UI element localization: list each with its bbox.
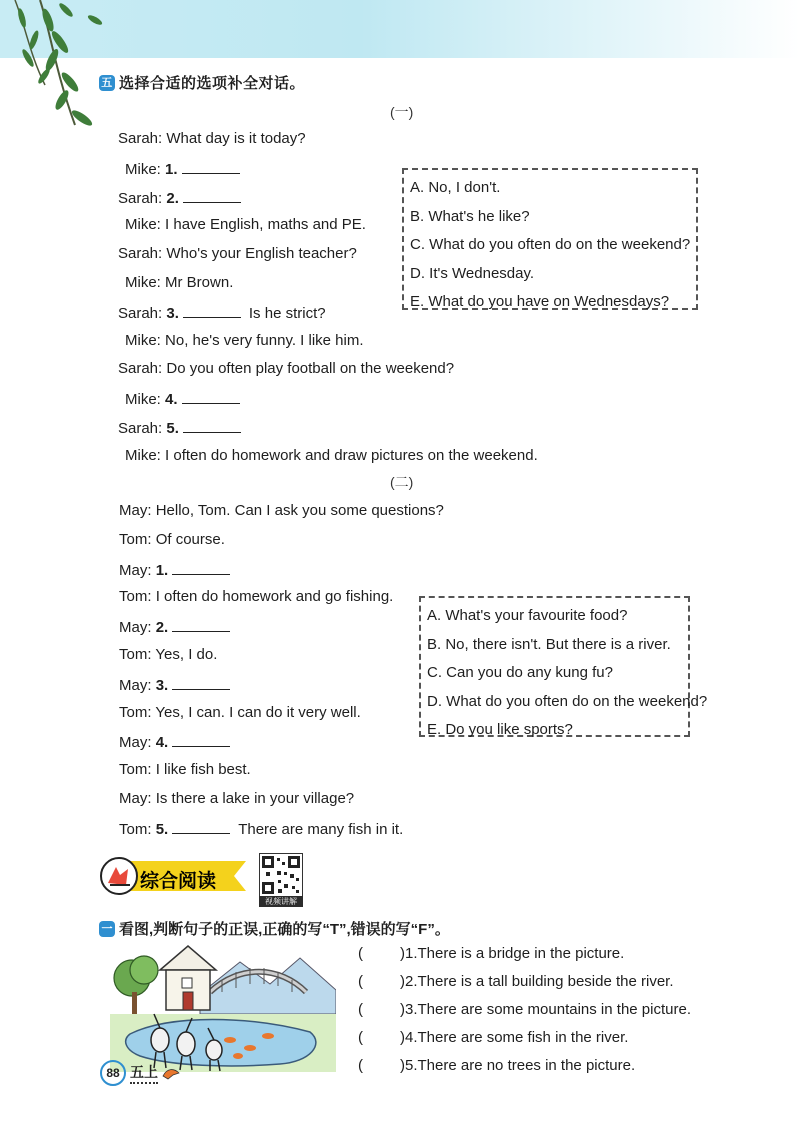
true-false-item xyxy=(358,1029,628,1046)
dialogue-line xyxy=(118,188,241,207)
dialogue-line xyxy=(118,130,306,147)
option-item: C. What do you often do on the weekend? xyxy=(410,236,691,253)
section-instruction: 选择合适的选项补全对话。 xyxy=(119,75,306,92)
options-box-part-one xyxy=(402,168,698,310)
answer-blank[interactable] xyxy=(183,188,241,203)
reading-banner-label: 综合阅读 xyxy=(140,871,217,892)
speaker-label: May: xyxy=(119,619,152,637)
question-number: 2. xyxy=(155,619,169,637)
question-number: 4. xyxy=(165,391,178,409)
true-false-item xyxy=(358,1001,691,1018)
speaker-label: May: xyxy=(119,561,152,579)
options-box-part-two xyxy=(419,596,708,738)
answer-paren-open[interactable]: ( xyxy=(358,973,363,990)
answer-paren-close-number: )1. xyxy=(400,945,418,962)
dialogue-line xyxy=(125,389,240,408)
section-number-badge: 五 xyxy=(99,75,115,91)
dialogue-line xyxy=(119,531,225,548)
dialogue-text: I often do homework and draw pictures on the weekend. xyxy=(165,446,538,464)
answer-blank[interactable] xyxy=(172,819,230,834)
speaker-label: Sarah: xyxy=(118,304,163,322)
dialogue-line xyxy=(118,418,241,437)
dialogue-text: Yes, I can. I can do it very well. xyxy=(155,703,361,721)
dialogue-line xyxy=(119,646,217,663)
section-instruction: 看图,判断句子的正误,正确的写“T”,错误的写“F”。 xyxy=(119,921,450,938)
question-number: 5. xyxy=(155,820,169,838)
dialogue-text: What day is it today? xyxy=(166,130,306,147)
answer-paren-open[interactable]: ( xyxy=(358,1057,363,1074)
dialogue-line xyxy=(119,704,361,721)
speaker-label: Mike: xyxy=(125,391,161,409)
speaker-label: Tom: xyxy=(119,703,152,721)
dialogue-line xyxy=(119,617,230,636)
answer-blank[interactable] xyxy=(172,675,230,690)
answer-paren-close-number: )3. xyxy=(400,1001,418,1018)
answer-blank[interactable] xyxy=(182,389,240,404)
dialogue-text: Is there a lake in your village? xyxy=(155,790,355,807)
speaker-label: Mike: xyxy=(125,274,161,291)
question-number: 3. xyxy=(166,304,179,322)
dialogue-line xyxy=(125,332,364,349)
dialogue-text: Yes, I do. xyxy=(155,646,218,663)
option-item: D. What do you often do on the weekend? xyxy=(427,692,708,710)
dialogue-text: I have English, maths and PE. xyxy=(165,216,366,234)
dialogue-line xyxy=(119,761,251,778)
option-item: B. What's he like? xyxy=(410,207,530,225)
question-number: 1. xyxy=(165,160,178,178)
speaker-label: Tom: xyxy=(119,761,152,779)
dialogue-line xyxy=(119,675,230,694)
answer-paren-open[interactable]: ( xyxy=(358,1001,363,1018)
true-false-item xyxy=(358,945,624,962)
answer-blank[interactable] xyxy=(172,617,230,632)
dialogue-text: Who's your English teacher? xyxy=(166,245,357,263)
speaker-label: May: xyxy=(119,676,152,694)
option-item: B. No, there isn't. But there is a river. xyxy=(427,635,671,653)
dialogue-text: I like fish best. xyxy=(155,761,251,779)
section-one-heading xyxy=(99,918,450,939)
bird-icon xyxy=(162,1066,180,1080)
question-number: 2. xyxy=(166,189,179,207)
option-item: E. Do you like sports? xyxy=(427,721,573,738)
speaker-label: Sarah: xyxy=(118,360,163,378)
dialogue-text: Is he strict? xyxy=(248,304,326,322)
speaker-label: Sarah: xyxy=(118,245,163,263)
speaker-label: Tom: xyxy=(119,820,152,838)
question-number: 1. xyxy=(155,561,169,579)
dialogue-text: No, he's very funny. I like him. xyxy=(165,331,364,349)
answer-paren-close-number: )4. xyxy=(400,1029,418,1046)
answer-paren-close-number: )5. xyxy=(400,1057,418,1074)
village-river-illustration xyxy=(110,944,336,1072)
question-number: 5. xyxy=(166,420,179,437)
true-false-item xyxy=(358,973,674,990)
qr-code-icon[interactable] xyxy=(259,853,303,897)
dialogue-line xyxy=(119,732,230,751)
page-footer xyxy=(100,1060,180,1086)
option-item: E. What do you have on Wednesdays? xyxy=(410,293,670,310)
dialogue-text: Of course. xyxy=(155,530,225,548)
dialogue-line xyxy=(119,502,444,519)
true-false-item xyxy=(358,1057,635,1074)
speaker-label: Sarah: xyxy=(118,130,163,147)
speaker-label: May: xyxy=(119,734,152,752)
answer-blank[interactable] xyxy=(183,418,241,433)
statement-text: There is a tall building beside the river. xyxy=(417,973,674,990)
section-five-heading xyxy=(99,72,305,93)
part-two-title: (二) xyxy=(390,474,414,490)
speaker-label: May: xyxy=(119,790,152,807)
speaker-label: Sarah: xyxy=(118,189,163,207)
question-number: 3. xyxy=(155,676,169,694)
speaker-label: Mike: xyxy=(125,331,161,349)
option-item: D. It's Wednesday. xyxy=(410,264,535,282)
dialogue-line xyxy=(125,216,366,233)
question-number: 4. xyxy=(155,734,169,752)
dialogue-line xyxy=(118,360,454,377)
answer-blank[interactable] xyxy=(172,560,230,575)
dialogue-line xyxy=(118,245,357,262)
speaker-label: May: xyxy=(119,502,152,519)
willow-branch-icon xyxy=(0,0,140,135)
speaker-label: Mike: xyxy=(125,446,161,464)
answer-paren-close-number: )2. xyxy=(400,973,418,990)
dialogue-line xyxy=(125,159,240,178)
speaker-label: Sarah: xyxy=(118,420,163,437)
option-item: A. What's your favourite food? xyxy=(427,607,628,624)
section-number-badge: 一 xyxy=(99,921,115,937)
dialogue-line xyxy=(125,274,233,291)
statement-text: There is a bridge in the picture. xyxy=(417,945,625,962)
answer-paren-open[interactable]: ( xyxy=(358,945,363,962)
part-one-title: (一) xyxy=(390,104,414,120)
qr-caption: 视频讲解 xyxy=(259,896,303,907)
speaker-label: Tom: xyxy=(119,588,152,606)
dialogue-line xyxy=(119,790,354,807)
speaker-label: Tom: xyxy=(119,646,152,663)
dialogue-line xyxy=(118,303,326,322)
statement-text: There are some mountains in the picture. xyxy=(417,1001,691,1018)
speaker-label: Tom: xyxy=(119,530,152,548)
speaker-label: Mike: xyxy=(125,216,161,234)
page-number: 88 xyxy=(100,1060,126,1086)
grade-label: 五上 xyxy=(130,1062,158,1084)
answer-blank[interactable] xyxy=(182,159,240,174)
dialogue-line xyxy=(125,447,538,464)
statement-text: There are some fish in the river. xyxy=(417,1029,629,1046)
answer-paren-open[interactable]: ( xyxy=(358,1029,363,1046)
answer-blank[interactable] xyxy=(183,303,241,318)
speaker-label: Mike: xyxy=(125,160,161,178)
dialogue-text: There are many fish in it. xyxy=(238,820,404,838)
dialogue-text: Mr Brown. xyxy=(165,274,234,291)
dialogue-text: Hello, Tom. Can I ask you some questions? xyxy=(155,502,444,519)
dialogue-line xyxy=(119,588,393,605)
dialogue-text: Do you often play football on the weekend? xyxy=(166,360,455,378)
answer-blank[interactable] xyxy=(172,732,230,747)
dialogue-text: I often do homework and go fishing. xyxy=(155,588,394,606)
dialogue-line xyxy=(119,819,403,838)
option-item: C. Can you do any kung fu? xyxy=(427,664,613,681)
statement-text: There are no trees in the picture. xyxy=(417,1057,636,1074)
option-item: A. No, I don't. xyxy=(410,179,501,196)
dialogue-line xyxy=(119,560,230,579)
